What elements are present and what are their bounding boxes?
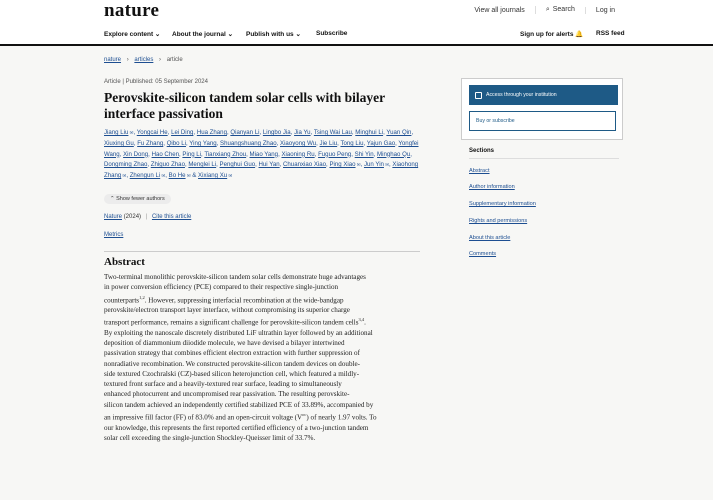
abstract-line: in power conversion efficiency (PCE) compared to their respective single-junction xyxy=(104,283,339,292)
section-link-comments[interactable]: Comments xyxy=(469,251,497,257)
author-link[interactable]: Shuangshuang Zhao xyxy=(220,139,277,147)
author-link[interactable]: Tianxiang Zhou xyxy=(204,150,247,158)
section-link-author-information[interactable]: Author information xyxy=(469,184,515,190)
author-link[interactable]: Hui Yan xyxy=(258,161,280,169)
author-link[interactable]: Miao Yang xyxy=(249,150,279,158)
abstract-line: our knowledge, this represents the first reported certified efficiency of a two-junction tandem xyxy=(104,423,369,432)
top-bar xyxy=(0,0,713,24)
author-link[interactable]: Yajun Gao xyxy=(366,139,396,147)
section-link-rights-permissions[interactable]: Rights and permissions xyxy=(469,218,528,224)
cite-this-article-link[interactable]: Cite this article xyxy=(151,214,192,220)
abstract-text xyxy=(104,272,422,443)
author-link[interactable]: Ping Xiao xyxy=(329,161,356,169)
author-link[interactable]: Xiaohong Zhang xyxy=(104,161,419,180)
author-link[interactable]: Minghui Li xyxy=(355,129,384,136)
abstract-line: perovskite/electron transport layer interface, without compromising its superior charge xyxy=(104,306,350,315)
breadcrumb-home[interactable]: nature xyxy=(104,57,122,63)
login-link[interactable]: Log in xyxy=(585,7,625,14)
abstract-line: Two-terminal monolithic perovskite-silicon tandem solar cells demonstrate huge advantages xyxy=(104,273,366,281)
abstract-line: enhanced photocurrent and uncompromised rear passivation. The resulting perovskite- xyxy=(104,390,350,399)
search-link[interactable]: ⌕ Search xyxy=(535,6,585,14)
abstract-line: an impressive fill factor (FF) of 83.0% and an open-circuit voltage $(V^{oc})$ of nearly 1.97 volts. To xyxy=(104,411,377,422)
author-link[interactable]: Bo He xyxy=(168,172,186,180)
author-link[interactable]: Qibo Li xyxy=(166,139,186,147)
top-links xyxy=(464,6,625,14)
view-all-journals-link[interactable]: View all journals xyxy=(474,6,525,14)
author-link[interactable]: Xiuxing Gu xyxy=(104,139,134,147)
author-link[interactable]: Fu Zhang xyxy=(137,139,164,147)
abstract-line: solar cell exceeding the single-junction Shockley-Queisser limit of 33.7%. xyxy=(104,433,316,442)
author-link[interactable]: Yongcai He xyxy=(136,129,168,136)
author-link[interactable]: Ping Li xyxy=(182,150,202,158)
author-link[interactable]: Xixiang Xu xyxy=(198,172,228,180)
author-link[interactable]: Penghui Guo xyxy=(219,161,256,169)
author-link[interactable]: Hua Zhang xyxy=(196,129,227,136)
author-link[interactable]: Jia Yu xyxy=(294,129,311,136)
author-link[interactable]: Tong Liu xyxy=(340,139,364,147)
search-icon: ⌕ xyxy=(545,6,550,13)
author-link[interactable]: Tsing Wai Lau xyxy=(313,129,352,136)
subscribe-link[interactable]: Subscribe xyxy=(316,30,348,37)
article-meta: Article | Published: 05 September 2024 xyxy=(104,79,208,85)
breadcrumb: nature › articles › article xyxy=(104,57,183,63)
nature-logo[interactable]: nature xyxy=(104,0,160,21)
email-icon[interactable]: ✉ xyxy=(383,162,389,168)
metrics-link[interactable]: Metrics xyxy=(104,232,124,238)
breadcrumb-current: article xyxy=(166,57,183,63)
about-journal-menu[interactable]: About the journal ⌄ xyxy=(172,31,234,38)
institution-icon xyxy=(475,92,482,99)
rss-feed-link[interactable]: RSS feed xyxy=(596,30,625,37)
breadcrumb-articles[interactable]: articles xyxy=(134,57,154,63)
publish-with-us-menu[interactable]: Publish with us ⌄ xyxy=(246,31,301,38)
author-link[interactable]: Minghao Qu xyxy=(377,150,411,158)
abstract-line: nonradiative recombination. We constructed perovskite-silicon tandem devices on double- xyxy=(104,359,360,368)
email-icon[interactable]: ✉ xyxy=(185,173,191,179)
author-link[interactable]: Fuguo Peng xyxy=(318,150,352,158)
journal-name-link[interactable]: Nature xyxy=(104,214,123,220)
email-icon[interactable]: ✉ xyxy=(227,173,233,179)
email-icon[interactable]: ✉ xyxy=(128,130,134,135)
author-link[interactable]: Hao Chen xyxy=(151,150,180,158)
abstract-line: counterparts$^{1,2}$. However, suppressing interfacial recombination at the wide-bandgap xyxy=(104,294,344,304)
abstract-line: silicon tandem achieved an independently certified stabilized PCE of 33.89%, accompanied by xyxy=(104,400,374,409)
author-link[interactable]: Shi Yin xyxy=(354,150,374,158)
email-icon[interactable]: ✉ xyxy=(121,173,127,179)
abstract-line: passivation strategy that combines efficient electron extraction with further suppression of xyxy=(104,349,360,358)
author-link[interactable]: Menglei Li xyxy=(188,161,217,169)
abstract-line: textured front surface and a heavily-textured rear surface, leading to simultaneously xyxy=(104,380,342,389)
author-link[interactable]: Chuanxiao Xiao xyxy=(283,161,327,169)
author-link[interactable]: Xiaoning Ru xyxy=(281,150,315,158)
author-link[interactable]: Qianyan Li xyxy=(230,129,260,136)
buy-subscribe-button[interactable]: Buy or subscribe xyxy=(469,111,616,131)
author-link[interactable]: Jiang Liu xyxy=(104,129,129,136)
section-link-supplementary-information[interactable]: Supplementary information xyxy=(469,201,536,207)
journal-year: (2024) xyxy=(123,214,142,220)
main-nav xyxy=(0,24,713,46)
abstract-line: By exploiting the nanoscale discretely distributed LiF ultrathin layer followed by an additional xyxy=(104,328,373,337)
author-link[interactable]: Lei Ding xyxy=(171,129,194,136)
journal-citation: Nature (2024) | Cite this article xyxy=(104,214,192,220)
author-link[interactable]: Jun Yin xyxy=(363,161,384,169)
signup-alerts-link[interactable]: Sign up for alerts 🔔 xyxy=(520,31,584,38)
author-link[interactable]: Jie Liu xyxy=(319,139,338,147)
email-icon[interactable]: ✉ xyxy=(160,173,166,179)
author-link[interactable]: Xin Dong xyxy=(123,150,149,158)
section-link-about-article[interactable]: About this article xyxy=(469,235,511,241)
email-icon[interactable]: ✉ xyxy=(355,162,361,168)
author-link[interactable]: Yongfei Wang xyxy=(104,139,419,158)
author-link[interactable]: Yuan Qin xyxy=(386,129,412,136)
author-link[interactable]: Ying Yang xyxy=(189,139,217,147)
explore-content-menu[interactable]: Explore content ⌄ xyxy=(104,31,161,38)
author-link[interactable]: Zhengun Li xyxy=(129,172,161,180)
access-institution-button[interactable]: Access through your institution xyxy=(469,85,618,105)
abstract-line: deposition of diammonium diiodide molecule, we have devised a bilayer intertwined xyxy=(104,339,345,348)
section-link-abstract[interactable]: Abstract xyxy=(469,168,490,174)
article-title: Perovskite-silicon tandem solar cells with bilayer interface passivation xyxy=(104,90,385,121)
author-link[interactable]: Zhiguo Zhao xyxy=(150,161,185,169)
abstract-line: side textured Czochralski (CZ)-based silicon heterojunction cell, which featured a mildly- xyxy=(104,369,360,378)
show-fewer-authors-button[interactable]: ⌃ Show fewer authors xyxy=(104,194,171,204)
abstract-heading: Abstract xyxy=(104,251,420,268)
author-link[interactable]: Lingbo Jia xyxy=(262,129,291,136)
sections-heading: Sections xyxy=(469,148,619,159)
author-link[interactable]: Dongming Zhao xyxy=(104,161,148,169)
author-list: Jiang Liu ✉, Yongcai He, Lei Ding, Hua Zhang, Qianyan Li, Lingbo Jia, Jia Yu, Tsing Wai Lau, Minghui Li, Yuan Qin, Xiuxing Gu, Fu Zhang, Qibo Li, Ying Yang, Shuangshuang Zhao, Xiaoyong Wu, Jie Liu, Tong Liu, Yajun Gao, Yongfei Wang, Xin Dong, Hao Chen, Ping Li, Tianxiang Zhou, Miao Yang, Xiaoning Ru, Fuguo Peng, Shi Yin, Minghao Qu, Dongming Zhao, Zhiguo Zhao, Menglei Li, Penghui Guo, Hui Yan, Chuanxiao Xiao, Ping Xiao ✉, Jun Yin ✉, Xiaohong Zhang ✉, Zhengun Li ✉, Bo He ✉ & Xixiang Xu ✉ xyxy=(104,129,419,180)
abstract-line: transport performance, remains a significant challenge for perovskite-silicon tandem cells$^{3,4}$. xyxy=(104,317,366,327)
author-link[interactable]: Xiaoyong Wu xyxy=(280,139,317,147)
